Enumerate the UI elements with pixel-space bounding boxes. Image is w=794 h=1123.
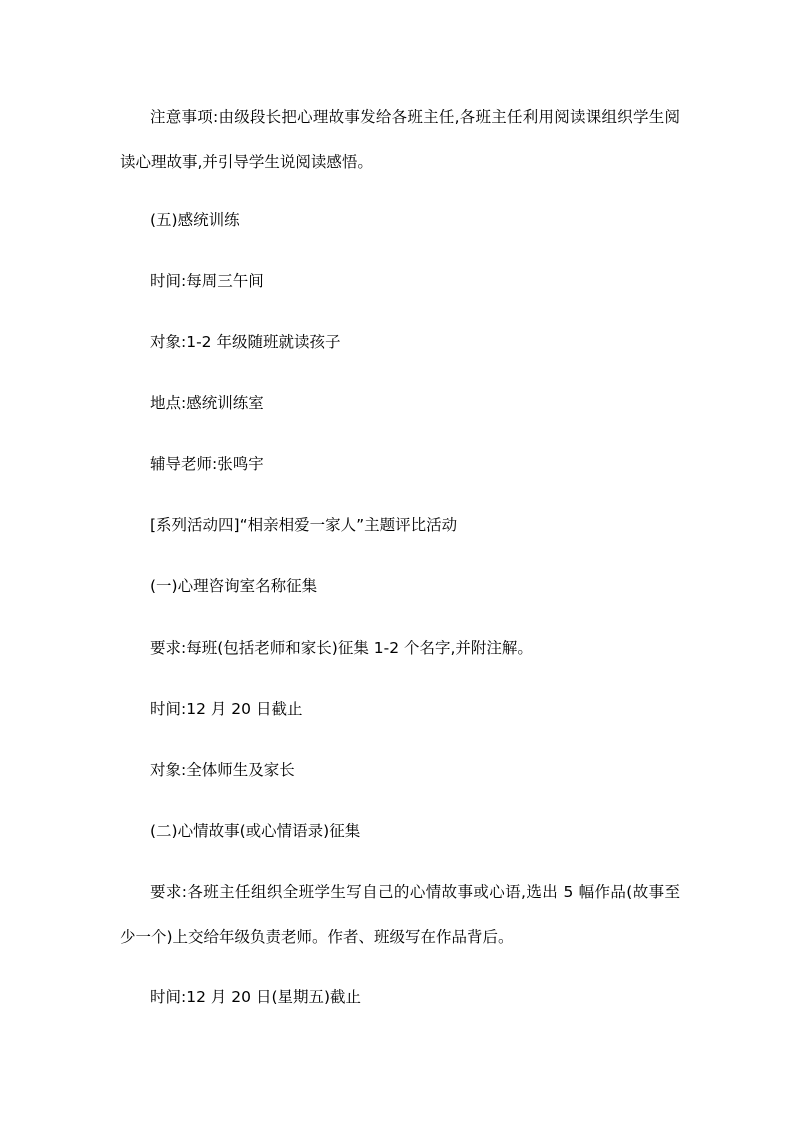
paragraph-notes: 注意事项:由级段长把心理故事发给各班主任,各班主任利用阅读课组织学生阅读心理故事,并引导学生说阅读感悟。	[120, 108, 680, 171]
heading-activity-four: [系列活动四]“相亲相爱一家人”主题评比活动	[150, 516, 458, 534]
heading-name-collection: (一)心理咨询室名称征集	[150, 577, 318, 595]
paragraph-time: 时间:每周三午间	[150, 272, 264, 290]
heading-mood-stories: (二)心情故事(或心情语录)征集	[150, 822, 361, 840]
paragraph-location: 地点:感统训练室	[150, 394, 264, 412]
paragraph-target-2: 对象:全体师生及家长	[150, 761, 295, 779]
paragraph-requirement-2: 要求:各班主任组织全班学生写自己的心情故事或心语,选出 5 幅作品(故事至少一个)上交给年级负责老师。作者、班级写在作品背后。	[120, 883, 680, 946]
paragraph-target: 对象:1-2 年级随班就读孩子	[150, 333, 341, 351]
paragraph-deadline-1: 时间:12 月 20 日截止	[150, 700, 303, 718]
paragraph-teacher: 辅导老师:张鸣宇	[150, 455, 264, 473]
heading-sensory-training: (五)感统训练	[150, 211, 240, 229]
paragraph-deadline-2: 时间:12 月 20 日(星期五)截止	[150, 988, 362, 1006]
paragraph-requirement-1: 要求:每班(包括老师和家长)征集 1-2 个名字,并附注解。	[150, 639, 533, 657]
